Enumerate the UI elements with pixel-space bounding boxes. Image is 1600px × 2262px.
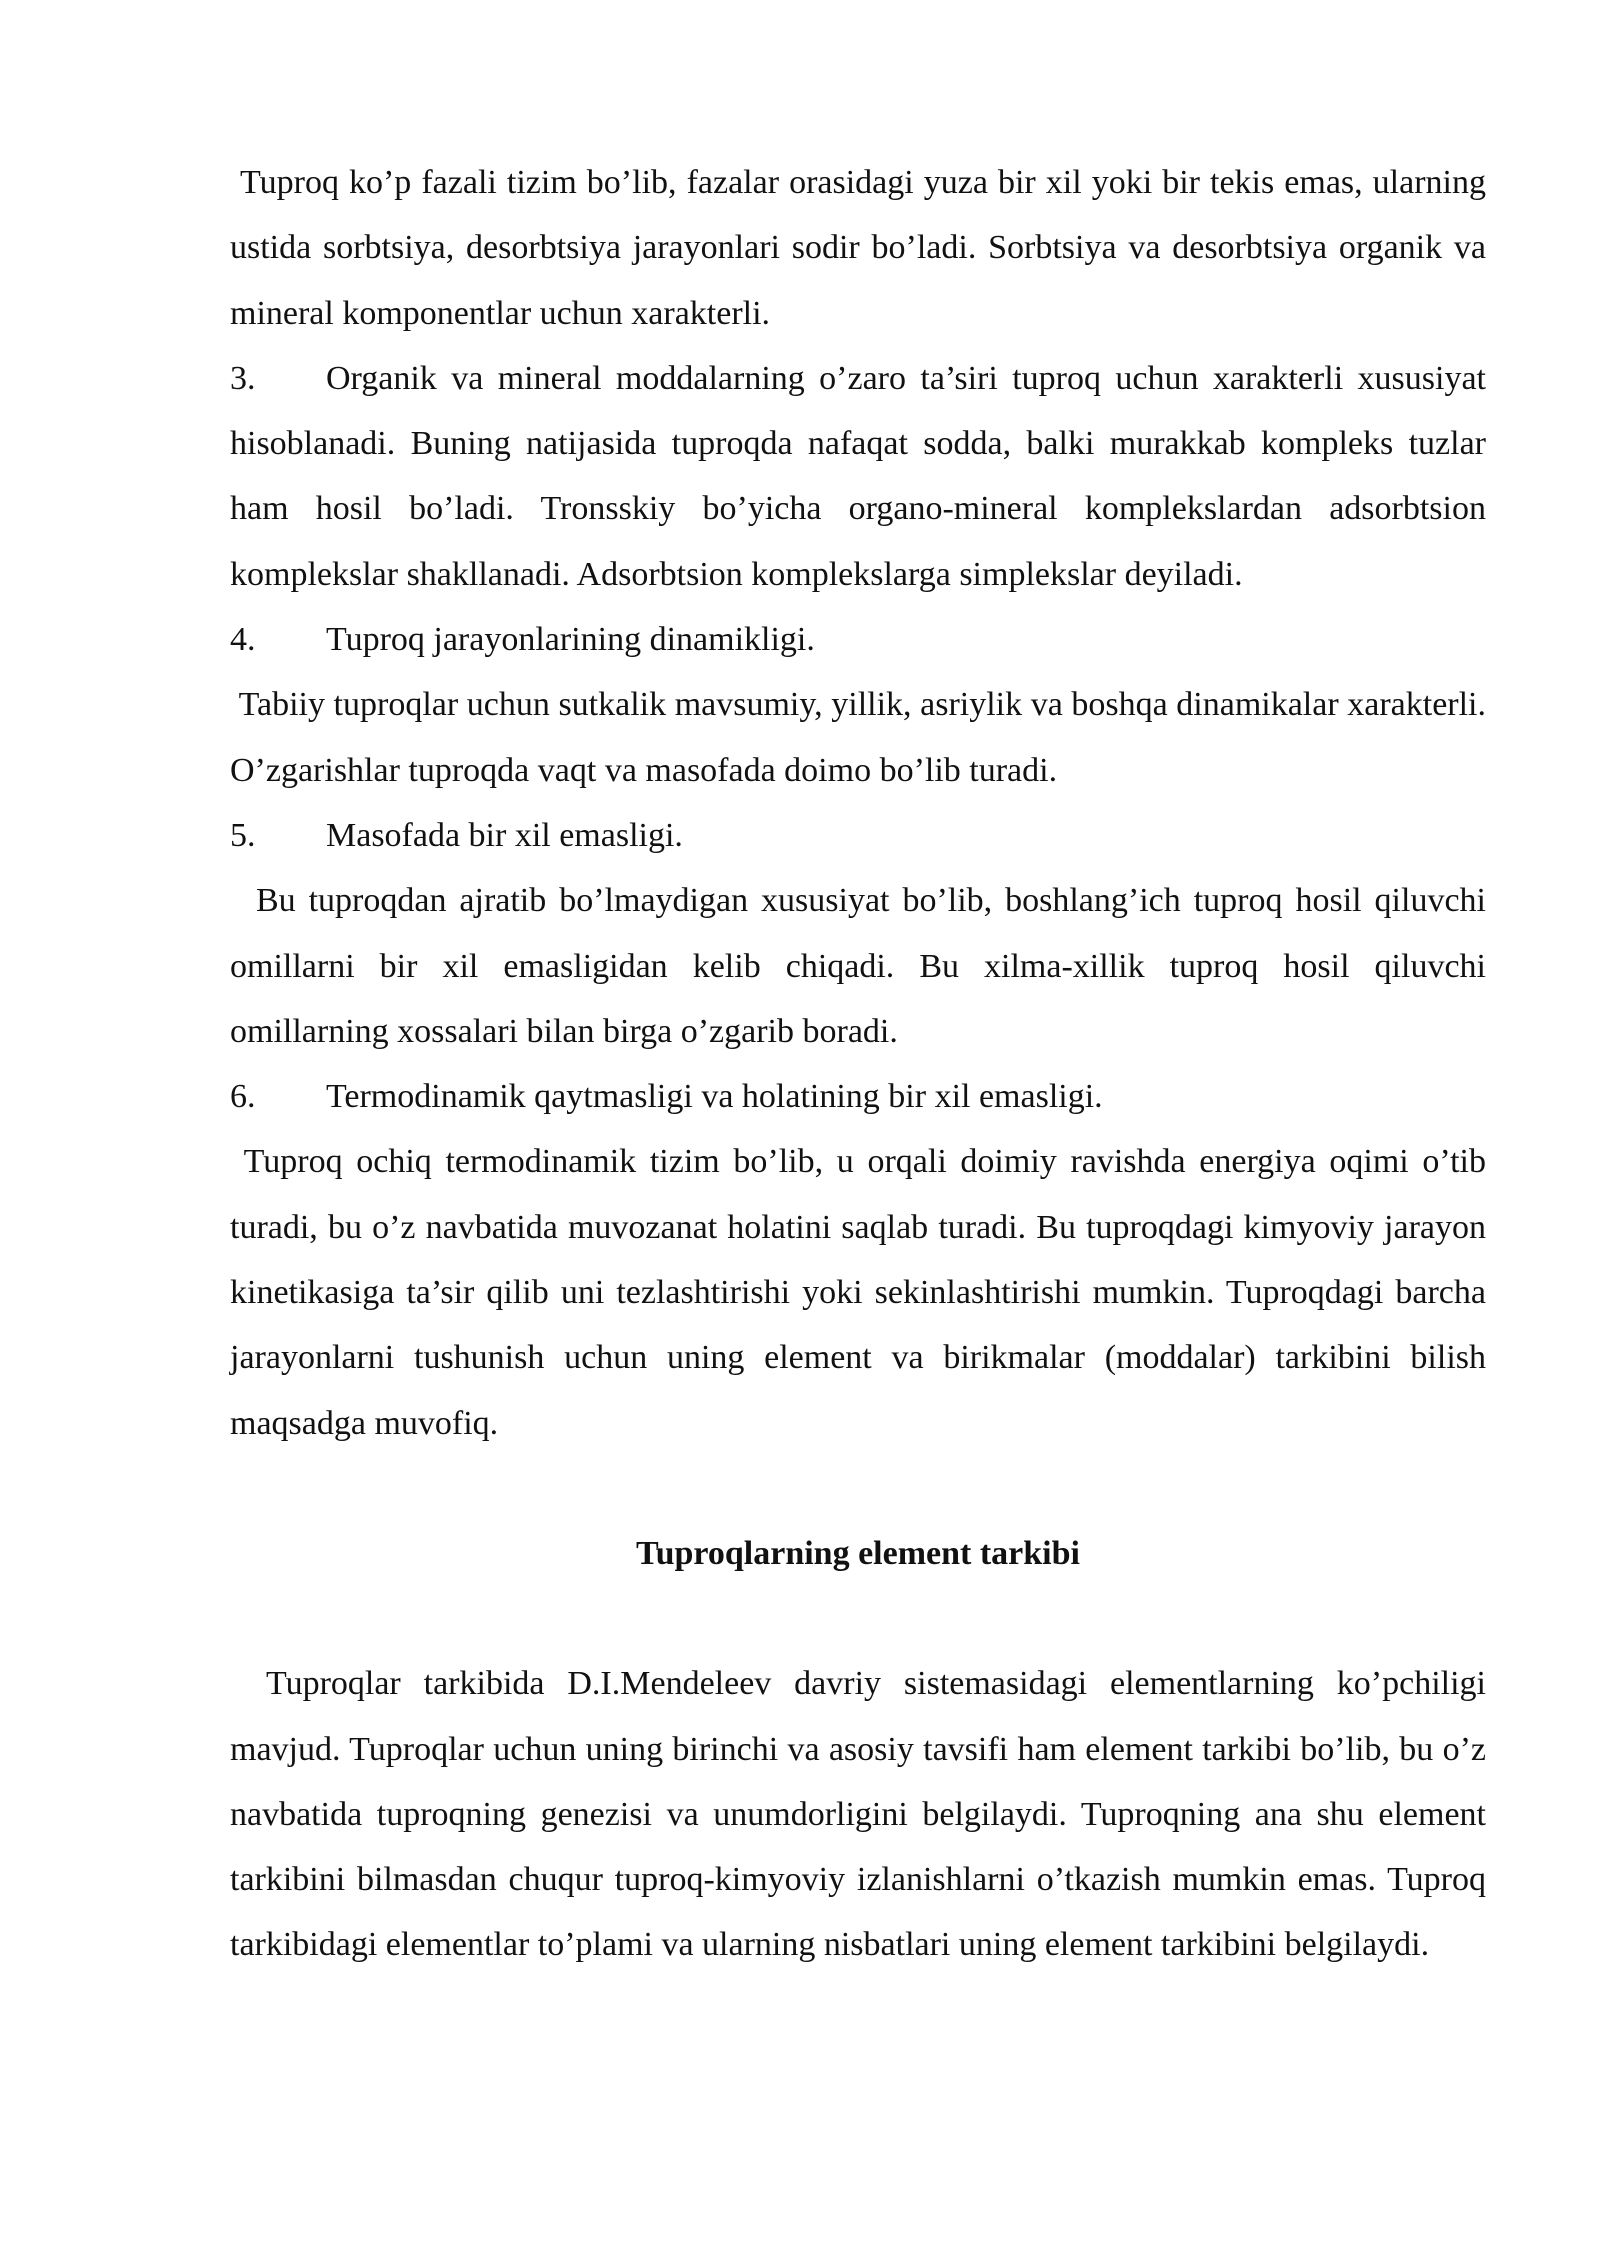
section-heading: Tuproqlarning element tarkibi bbox=[636, 1534, 1080, 1572]
paragraph-heterogeneity: Bu tuproqdan ajratib bo’lmaydigan xususiyat bo’lib, boshlang’ich tuproq hosil qiluvchi omillarni bir xil emasligidan kelib chiqadi. Bu xilma-xillik tuproq hosil qiluvchi omillarning xossalari bilan birga o’zgarib boradi. bbox=[230, 882, 1495, 1050]
list-item-6 bbox=[230, 1064, 1486, 1129]
document-page bbox=[230, 150, 1495, 1978]
list-item-5-number: 5. bbox=[230, 816, 256, 854]
list-item-4-text: Tuproq jarayonlarining dinamikligi. bbox=[326, 621, 815, 659]
list-item-5-text: Masofada bir xil emasligi. bbox=[326, 816, 683, 854]
list-item-4-number: 4. bbox=[230, 621, 256, 659]
paragraph-thermodynamics: Tuproq ochiq termodinamik tizim bo’lib, u orqali doimiy ravishda energiya oqimi o’tib turadi, bu o’z navbatida muvozanat holatini saqlab turadi. Bu tuproqdagi kimyoviy jarayon kinetikasiga ta’sir qilib uni tezlashtirishi yoki sekinlashtirishi mumkin. Tuproqdagi barcha jarayonlarni tushunish uchun uning element va birikmalar (moddalar) tarkibini bilish maqsadga muvofiq. bbox=[230, 1143, 1495, 1442]
list-item-3 bbox=[230, 346, 1486, 607]
list-item-3-body: Organik va mineral moddalarning o’zaro ta’siri tuproq uchun xarakterli xususiyat hisoblanadi. Buning natijasida tuproqda nafaqat sodda, balki murakkab kompleks tuzlar ham hosil bo’ladi. Tronsskiy bo’yicha organo-mineral komplekslardan adsorbtsion komplekslar shakllanadi. Adsorbtsion komplekslarga simplekslar deyiladi. bbox=[230, 359, 1486, 593]
list-item-3-number: 3. bbox=[230, 359, 256, 397]
list-item-6-text: Termodinamik qaytmasligi va holatining bir xil emasligi. bbox=[326, 1078, 1103, 1116]
paragraph-element-composition: Tuproqlar tarkibida D.I.Mendeleev davriy sistemasidagi elementlarning ko’pchiligi mavjud. Tuproqlar uchun uning birinchi va asosiy tavsifi ham element tarkibi bo’lib, bu o’z navbatida tuproqning genezisi va unumdorligini belgilaydi. Tuproqning ana shu element tarkibini bilmasdan chuqur tuproq-kimyoviy izlanishlarni o’tkazish mumkin emas. Tuproq tarkibidagi elementlar to’plami va ularning nisbatlari uning element tarkibini belgilaydi. bbox=[230, 1665, 1486, 1964]
paragraph-sorption: Tuproq ko’p fazali tizim bo’lib, fazalar orasidagi yuza bir xil yoki bir tekis emas, ularning ustida sorbtsiya, desorbtsiya jarayonlari sodir bo’ladi. Sorbtsiya va desorbtsiya organik va mineral komponentlar uchun xarakterli. bbox=[230, 164, 1495, 332]
list-item-6-number: 6. bbox=[230, 1078, 256, 1116]
list-item-3-text bbox=[230, 346, 1486, 607]
list-item-4 bbox=[230, 607, 1486, 672]
paragraph-dynamics: Tabiiy tuproqlar uchun sutkalik mavsumiy, yillik, asriylik va boshqa dinamikalar xarakterli. O’zgarishlar tuproqda vaqt va masofada doimo bo’lib turadi. bbox=[230, 686, 1495, 789]
list-item-5 bbox=[230, 803, 1486, 868]
